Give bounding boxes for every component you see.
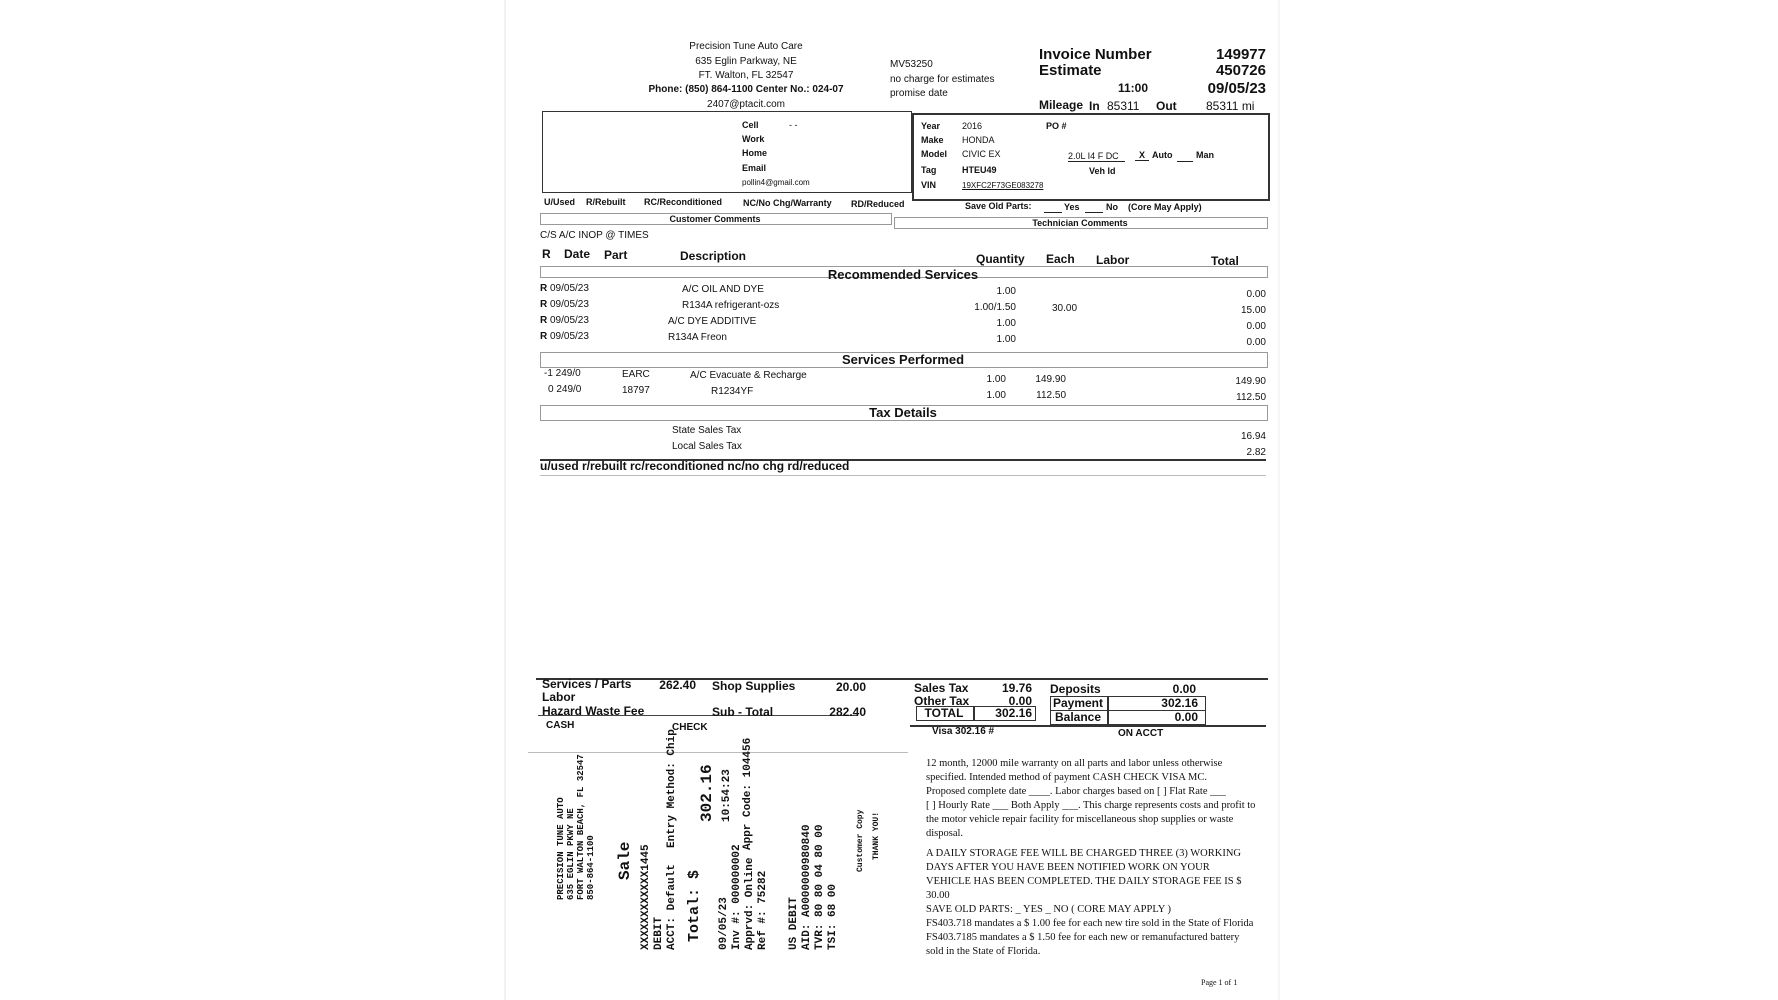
- tag-label: Tag: [921, 165, 937, 175]
- shop-supplies-label: Shop Supplies: [712, 679, 796, 693]
- row-part: EARC: [622, 369, 650, 380]
- vehicle-tag: HTEU49: [962, 165, 997, 175]
- row-total: 149.90: [1235, 376, 1266, 387]
- state-tax-label: State Sales Tax: [672, 425, 742, 436]
- terms-tire-fee: FS403.718 mandates a $ 1.00 fee for each new tire sold in the State of Florida: [926, 918, 1254, 929]
- subtotal-label: Sub - Total: [712, 705, 774, 719]
- receipt-shop-line2: 635 EGLIN PKWY NE: [566, 808, 576, 900]
- col-total: Total: [1211, 254, 1239, 268]
- receipt-aid: AID: A0000000980840: [801, 824, 813, 950]
- receipt-shop-line4: 850-864-1100: [586, 835, 596, 900]
- recommended-title: Recommended Services: [827, 267, 979, 282]
- row-description: A/C Evacuate & Recharge: [690, 370, 807, 381]
- shop-supplies-value: 20.00: [835, 680, 866, 694]
- row-r: R: [540, 331, 548, 342]
- local-tax-label: Local Sales Tax: [672, 441, 742, 452]
- row-line: -1 249/0: [544, 368, 581, 379]
- row-description: A/C DYE ADDITIVE: [668, 316, 757, 327]
- customer-comments-label: Customer Comments: [669, 214, 761, 224]
- make-label: Make: [921, 135, 944, 145]
- estimate-note: no charge for estimates: [890, 74, 995, 85]
- cash-label: CASH: [546, 720, 575, 731]
- receipt-acct: ACCT: Default: [666, 864, 678, 950]
- visa-text: Visa 302.16 #: [932, 726, 995, 737]
- vin-label: VIN: [921, 180, 937, 190]
- balance-label: Balance: [1054, 710, 1102, 724]
- save-no-blank: [1085, 212, 1103, 213]
- po-label: PO #: [1046, 121, 1067, 131]
- code-reconditioned: RC/Reconditioned: [644, 197, 722, 207]
- invoice-time: 11:00: [1118, 81, 1149, 95]
- work-label: Work: [742, 134, 765, 144]
- receipt-thanks: THANK YOU!: [872, 811, 881, 860]
- terms-block: [926, 757, 1256, 959]
- row-date: 09/05/23: [550, 315, 589, 326]
- shop-phone: Phone: (850) 864-1100 Center No.: 024-07: [648, 84, 844, 95]
- row-part: 18797: [622, 385, 650, 396]
- mileage-out-label: Out: [1156, 99, 1177, 113]
- invoice-number-label: Invoice Number: [1039, 46, 1152, 63]
- receipt-card-block: [640, 844, 679, 950]
- terms-warranty: 12 month, 12000 mile warranty on all parts and labor unless otherwise specified. Intended method of payment CASH CHECK VISA MC.: [926, 758, 1223, 783]
- receipt-inv-block: [718, 844, 770, 950]
- core-may-apply: (Core May Apply): [1128, 202, 1202, 212]
- row-quantity: 1.00: [996, 286, 1016, 297]
- card-receipt: [546, 729, 881, 980]
- payment-label: Payment: [1052, 696, 1104, 710]
- shop-name: Precision Tune Auto Care: [689, 41, 803, 52]
- hazard-label: Hazard Waste Fee: [542, 704, 645, 718]
- row-each: 30.00: [1052, 303, 1078, 314]
- labor-label: Labor: [542, 690, 576, 704]
- receipt-time: 10:54:23: [721, 769, 733, 822]
- cell-value: - -: [789, 120, 798, 130]
- subtotal-value: 282.40: [829, 705, 866, 719]
- receipt-tsi: TSI: 68 00: [827, 883, 839, 950]
- row-r: R: [540, 283, 548, 294]
- total-value: 302.16: [995, 706, 1032, 720]
- sales-tax-value: 19.76: [1001, 681, 1032, 695]
- receipt-debit: DEBIT: [653, 916, 665, 950]
- row-quantity: 1.00: [996, 318, 1016, 329]
- promise-date-label: promise date: [890, 88, 948, 99]
- receipt-sale: Sale: [616, 841, 634, 880]
- col-labor: Labor: [1096, 253, 1130, 267]
- payment-value: 302.16: [1161, 696, 1198, 710]
- check-label: CHECK: [672, 722, 708, 733]
- terms-storage: A DAILY STORAGE FEE WILL BE CHARGED THREE (3) WORKING DAYS AFTER YOU HAVE BEEN NOTIFIED WORK ON YOUR VEHICLE HAS BEEN COMPLETED. THE DAILY STORAGE FEE IS $ 30.00: [926, 848, 1242, 901]
- row-line: 0 249/0: [548, 384, 582, 395]
- receipt-entry: Entry Method: Chip: [666, 729, 678, 848]
- deposits-label: Deposits: [1050, 682, 1101, 696]
- technician-comments-label: Technician Comments: [1032, 218, 1128, 228]
- other-tax-value: 0.00: [1008, 694, 1032, 708]
- receipt-date: 09/05/23: [718, 897, 730, 950]
- tax-title: Tax Details: [869, 405, 937, 420]
- receipt-tvr: TVR: 80 80 04 80 00: [814, 824, 826, 950]
- receipt-usdebit: US DEBIT: [788, 897, 800, 950]
- mileage-in-label: In: [1089, 99, 1100, 113]
- col-each: Each: [1046, 252, 1075, 266]
- customer-box: [542, 111, 912, 193]
- services-parts-value: 262.40: [659, 678, 696, 692]
- terms-battery-fee: FS403.7185 mandates a $ 1.50 fee for each new or remanufactured battery sold in the State of Florida.: [926, 932, 1240, 957]
- row-total: 0.00: [1246, 321, 1266, 332]
- row-date: 09/05/23: [550, 299, 589, 310]
- code-no-charge: NC/No Chg/Warranty: [743, 198, 832, 208]
- col-part: Part: [604, 248, 628, 262]
- on-acct-label: ON ACCT: [1118, 728, 1164, 739]
- save-yes-label: Yes: [1064, 202, 1080, 212]
- row-quantity: 1.00: [996, 334, 1016, 345]
- mileage-out: 85311 mi: [1206, 99, 1255, 113]
- code-used: U/Used: [544, 197, 576, 207]
- receipt-shop-line1: PRECISION TUNE AUTO: [556, 797, 566, 900]
- vehicle-make: HONDA: [962, 135, 995, 145]
- col-quantity: Quantity: [976, 252, 1025, 266]
- row-total: 0.00: [1246, 337, 1266, 348]
- col-date: Date: [564, 247, 591, 261]
- col-r: R: [542, 247, 551, 261]
- cell-label: Cell: [742, 120, 759, 130]
- sales-tax-label: Sales Tax: [914, 681, 969, 695]
- receipt-copy: Customer Copy: [856, 809, 865, 872]
- row-description: A/C OIL AND DYE: [682, 284, 764, 295]
- local-tax: 2.82: [1246, 447, 1266, 458]
- model-label: Model: [921, 149, 947, 159]
- man-label: Man: [1196, 150, 1214, 160]
- shop-address2: FT. Walton, FL 32547: [698, 70, 794, 81]
- terms-labor: [ ] Hourly Rate ___ Both Apply ___. This charge represents costs and profit to the motor vehicle repair facility for miscellaneous shop supplies or waste disposal.: [926, 800, 1256, 839]
- shop-address1: 635 Eglin Parkway, NE: [695, 56, 797, 67]
- receipt-approval: Apprvd: Online: [744, 857, 756, 950]
- receipt-aid-block: [788, 825, 840, 950]
- legend-divider: [540, 475, 1266, 476]
- receipt-total: 302.16: [698, 764, 716, 822]
- receipt-card: XXXXXXXXXXXX1445: [640, 844, 652, 950]
- receipt-shop-line3: FORT WALTON BEACH, FL 32547: [576, 754, 586, 900]
- performed-title: Services Performed: [841, 352, 965, 367]
- vehicle-engine: 2.0L I4 F DC: [1068, 151, 1125, 162]
- vehicle-vin: 19XFC2F73GE083278: [962, 181, 1044, 190]
- vehicle-year: 2016: [962, 121, 983, 131]
- estimate-label: Estimate: [1039, 62, 1102, 79]
- row-total: 0.00: [1246, 289, 1266, 300]
- row-description: R1234YF: [711, 386, 754, 397]
- terms-save-parts: SAVE OLD PARTS: _ YES _ NO ( CORE MAY APPLY ): [926, 904, 1172, 915]
- customer-comment-text: C/S A/C INOP @ TIMES: [540, 230, 649, 241]
- receipt-ref: Ref #: 75282: [757, 870, 769, 950]
- col-description: Description: [680, 249, 747, 263]
- row-quantity: 1.00: [986, 374, 1006, 385]
- invoice-date: 09/05/23: [1207, 80, 1266, 97]
- vehid-label: Veh Id: [1089, 166, 1116, 176]
- mileage-in: 85311: [1107, 99, 1140, 113]
- legend-line: u/used r/rebuilt rc/reconditioned nc/no chg rd/reduced: [540, 459, 850, 473]
- invoice-page: [506, 0, 1278, 1000]
- email-label: Email: [742, 163, 767, 173]
- shop-email: 2407@ptacit.com: [707, 99, 785, 110]
- home-label: Home: [742, 148, 768, 158]
- receipt-appr-code: Appr Code: 104456: [742, 737, 754, 850]
- row-r: R: [540, 315, 548, 326]
- receipt-shop: [556, 754, 596, 900]
- row-quantity: 1.00/1.50: [974, 302, 1016, 313]
- services-parts-label: Services / Parts: [542, 677, 632, 691]
- auto-mark: X: [1135, 150, 1149, 161]
- code-reduced: RD/Reduced: [851, 199, 905, 209]
- row-description: R134A Freon: [668, 332, 727, 343]
- customer-email: pollin4@gmail.com: [742, 178, 810, 187]
- man-blank: [1177, 161, 1193, 162]
- row-description: R134A refrigerant-ozs: [682, 300, 780, 311]
- row-each: 112.50: [1036, 390, 1066, 401]
- row-total: 112.50: [1236, 392, 1266, 403]
- save-no-label: No: [1106, 202, 1118, 212]
- receipt-inv: Inv #: 000000002: [731, 844, 743, 950]
- balance-value: 0.00: [1174, 710, 1198, 724]
- row-r: R: [540, 299, 548, 310]
- code-rebuilt: R/Rebuilt: [586, 197, 626, 207]
- auto-label: Auto: [1152, 150, 1173, 160]
- total-label: TOTAL: [924, 706, 964, 720]
- estimate-number: 450726: [1215, 62, 1266, 79]
- terms-complete-date: Proposed complete date ____. Labor charges based on [ ] Flat Rate ___: [926, 786, 1226, 797]
- page-number: Page 1 of 1: [1201, 978, 1238, 987]
- year-label: Year: [921, 121, 941, 131]
- save-yes-blank: [1044, 212, 1062, 213]
- deposits-value: 0.00: [1172, 682, 1196, 696]
- state-tax: 16.94: [1240, 431, 1266, 442]
- mileage-label: Mileage: [1039, 98, 1084, 112]
- other-tax-label: Other Tax: [914, 694, 970, 708]
- row-total: 15.00: [1240, 305, 1266, 316]
- payment-rule: [528, 752, 908, 753]
- vehicle-model: CIVIC EX: [962, 149, 1001, 159]
- row-quantity: 1.00: [986, 390, 1006, 401]
- row-each: 149.90: [1035, 374, 1066, 385]
- invoice-number: 149977: [1215, 46, 1266, 63]
- mv-number: MV53250: [890, 59, 933, 70]
- row-date: 09/05/23: [550, 283, 589, 294]
- save-old-parts-label: Save Old Parts:: [965, 201, 1032, 211]
- receipt-total-label: Total: $: [686, 869, 703, 942]
- row-date: 09/05/23: [550, 331, 589, 342]
